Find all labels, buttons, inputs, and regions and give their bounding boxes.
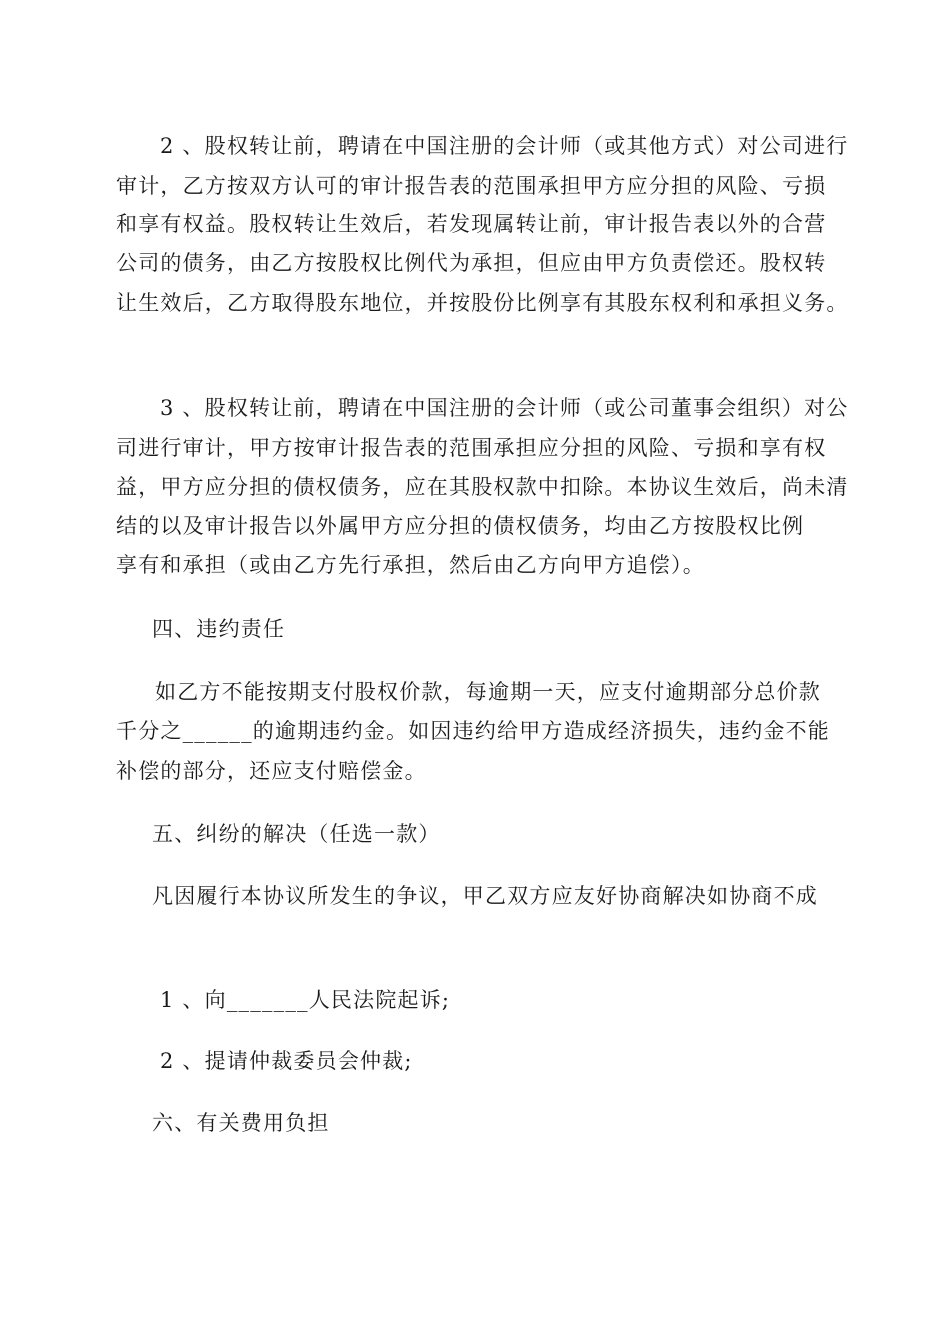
section-4-line-1: 如乙方不能按期支付股权价款，每逾期一天，应支付逾期部分总价款 [155, 680, 821, 704]
section-5-option-1: 1 、向_______人民法院起诉; [160, 988, 451, 1012]
section-6-heading: 六、有关费用负担 [152, 1111, 330, 1135]
section-4-line-2: 千分之______的逾期违约金。如因违约给甲方造成经济损失，违约金不能 [116, 719, 830, 743]
clause-2-line-3: 和享有权益。股权转让生效后，若发现属转让前，审计报告表以外的合营 [116, 212, 827, 236]
section-5-body: 凡因履行本协议所发生的争议，甲乙双方应友好协商解决如协商不成 [152, 884, 818, 908]
clause-3-line-3: 益，甲方应分担的债权债务，应在其股权款中扣除。本协议生效后，尚未清 [116, 475, 849, 499]
section-5-heading: 五、纠纷的解决（任选一款） [152, 822, 441, 846]
clause-3-line-5: 享有和承担（或由乙方先行承担，然后由乙方向甲方追偿）。 [116, 553, 705, 577]
clause-2-line-4: 公司的债务，由乙方按股权比例代为承担，但应由甲方负责偿还。股权转 [116, 251, 827, 275]
clause-3-line-4: 结的以及审计报告以外属甲方应分担的债权债务，均由乙方按股权比例 [116, 514, 805, 538]
section-5-option-2: 2 、提请仲裁委员会仲裁; [160, 1049, 413, 1073]
clause-3-line-2: 司进行审计，甲方按审计报告表的范围承担应分担的风险、亏损和享有权 [116, 436, 827, 460]
clause-2-line-5: 让生效后，乙方取得股东地位，并按股份比例享有其股东权利和承担义务。 [116, 291, 849, 315]
clause-2-line-2: 审计，乙方按双方认可的审计报告表的范围承担甲方应分担的风险、亏损 [116, 174, 827, 198]
section-4-heading: 四、违约责任 [152, 617, 286, 641]
section-4-line-3: 补偿的部分，还应支付赔偿金。 [116, 759, 427, 783]
clause-2-line-1: 2 、股权转让前，聘请在中国注册的会计师（或其他方式）对公司进行 [160, 134, 849, 158]
clause-3-line-1: 3 、股权转让前，聘请在中国注册的会计师（或公司董事会组织）对公 [160, 396, 849, 420]
